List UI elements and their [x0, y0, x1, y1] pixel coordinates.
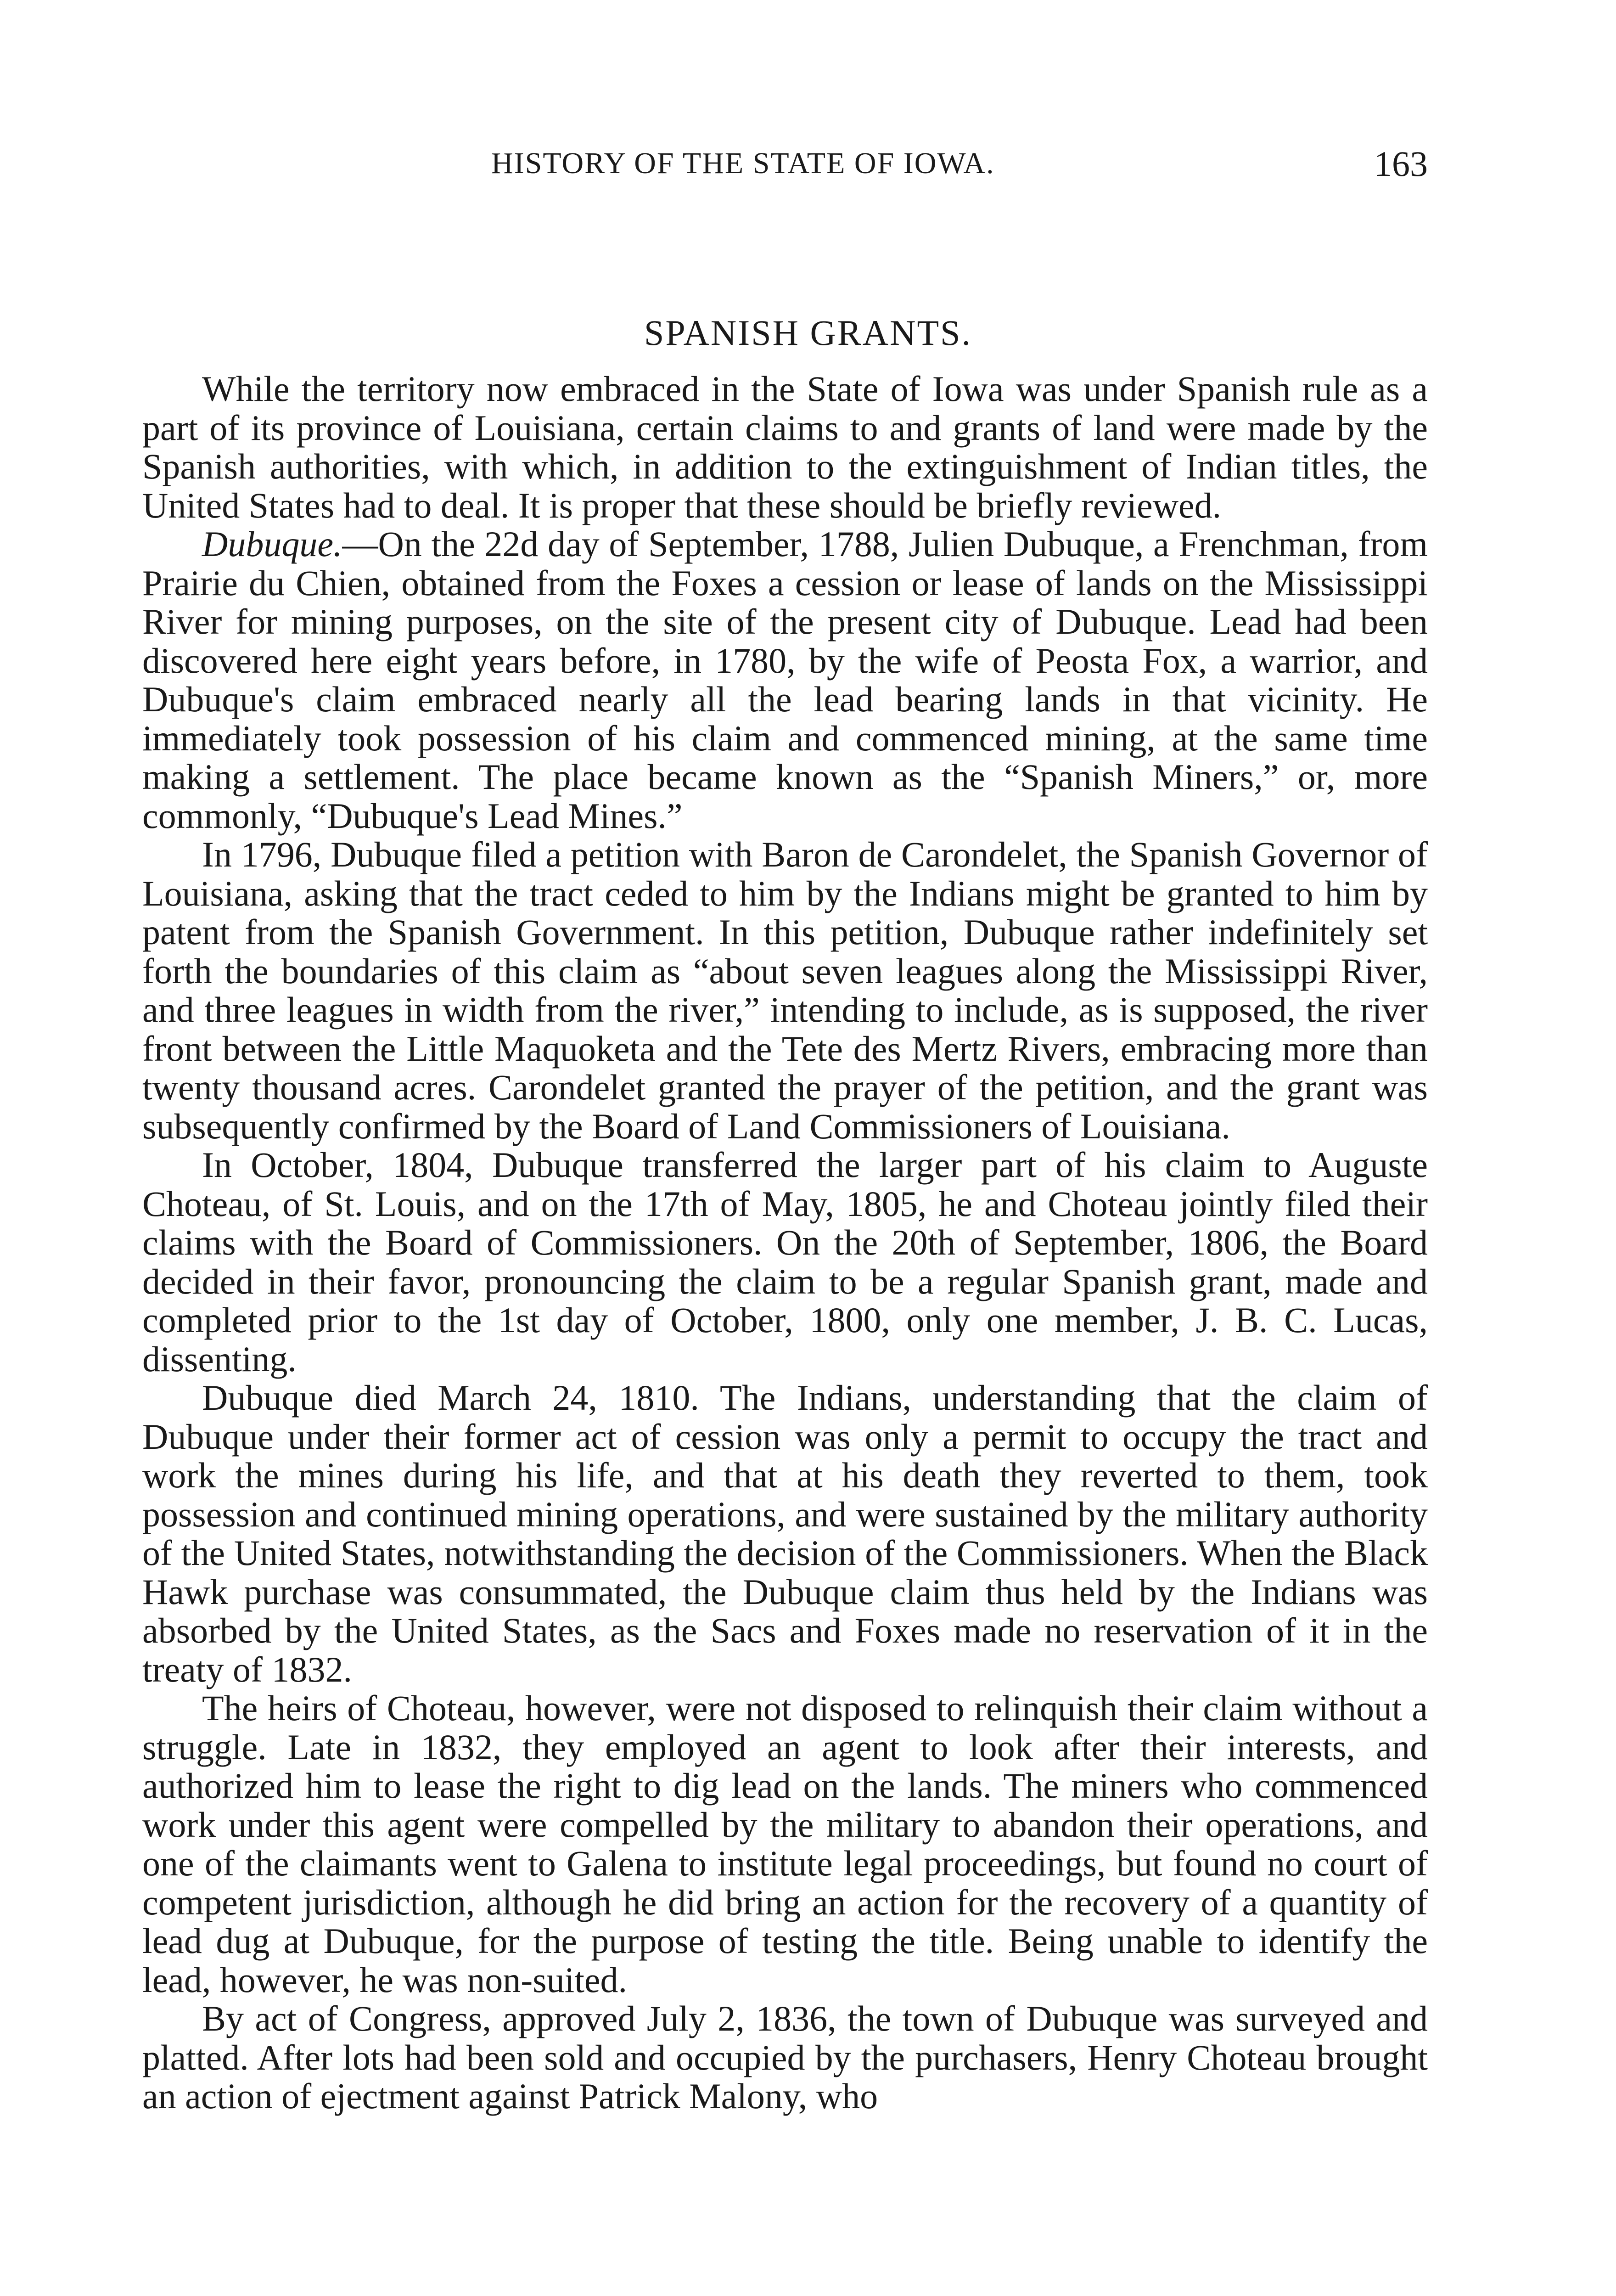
page-number: 163 [1374, 144, 1428, 184]
paragraph-spanish-rule [142, 370, 1428, 525]
paragraph-text: In October, 1804, Dubuque transferred the larger part of his claim to Auguste Choteau, of St. Louis, and on the 17th of May, 1805, he and Choteau jointly filed their claims with the Board of Commissioners. On the 20th of September, 1806, the Board decided in their favor, pronouncing the claim to be a regular Spanish grant, made and completed prior to the 1st day of October, 1800, only one member, J. B. C. Lucas, dissenting. [142, 1145, 1428, 1379]
paragraph-text: By act of Congress, approved July 2, 1836, the town of Dubuque was surveyed and platted. After lots had been sold and occupied by the purchasers, Henry Choteau brought an action of ejectment against Patrick Malony, who [142, 1998, 1428, 2116]
body-text [142, 370, 1428, 2116]
paragraph-dubuque [142, 525, 1428, 835]
paragraph-petition-1796 [142, 835, 1428, 1146]
paragraph-lead-dubuque: Dubuque. [202, 524, 342, 564]
paragraph-dubuque-death [142, 1379, 1428, 1689]
paragraph-text: —On the 22d day of September, 1788, Julien Dubuque, a Frenchman, from Prairie du Chien, obtained from the Foxes a cession or lease of lands on the Mississippi River for mining purposes, on the site of the present city of Dubuque. Lead had been discovered here eight years before, in 1780, by the wife of Peosta Fox, a warrior, and Dubuque's claim embraced nearly all the lead bearing lands in that vicinity. He immediately took possession of his claim and commenced mining, at the same time making a settlement. The place became known as the “Spanish Miners,” or, more commonly, “Dubuque's Lead Mines.” [142, 524, 1428, 836]
paragraph-act-of-congress [142, 1999, 1428, 2116]
paragraph-text: Dubuque died March 24, 1810. The Indians, understanding that the claim of Dubuque under their former act of cession was only a permit to occupy the tract and work the mines during his life, and that at his death they reverted to them, took possession and continued mining operations, and were sustained by the military authority of the United States, notwithstanding the decision of the Commissioners. When the Black Hawk purchase was consummated, the Dubuque claim thus held by the Indians was absorbed by the United States, as the Sacs and Foxes made no reservation of it in the treaty of 1832. [142, 1378, 1428, 1689]
paragraph-october-1804 [142, 1146, 1428, 1379]
running-header [142, 146, 1428, 187]
paragraph-text: The heirs of Choteau, however, were not disposed to relinquish their claim without a struggle. Late in 1832, they employed an agent to look after their interests, and authorized him to lease the right to dig lead on the lands. The miners who commenced work under this agent were compelled by the military to abandon their operations, and one of the claimants went to Galena to institute legal proceedings, but found no court of competent jurisdiction, although he did bring an action for the recovery of a quantity of lead dug at Dubuque, for the purpose of testing the title. Being unable to identify the lead, however, he was non-suited. [142, 1688, 1428, 2000]
running-title: HISTORY OF THE STATE OF IOWA. [491, 146, 995, 180]
section-title: SPANISH GRANTS. [644, 313, 972, 353]
paragraph-text: While the territory now embraced in the State of Iowa was under Spanish rule as a part of its province of Louisiana, certain claims to and grants of land were made by the Spanish authorities, with which, in addition to the extinguishment of Indian titles, the United States had to deal. It is proper that these should be briefly reviewed. [142, 369, 1428, 525]
paragraph-text: In 1796, Dubuque filed a petition with Baron de Carondelet, the Spanish Governor of Louisiana, asking that the tract ceded to him by the Indians might be granted to him by patent from the Spanish Government. In this petition, Dubuque rather indefinitely set forth the boundaries of this claim as “about seven leagues along the Mississippi River, and three leagues in width from the river,” intending to include, as is supposed, the river front between the Little Maquoketa and the Tete des Mertz Rivers, embracing more than twenty thousand acres. Carondelet granted the prayer of the petition, and the grant was subsequently confirmed by the Board of Land Commissioners of Louisiana. [142, 834, 1428, 1146]
paragraph-choteau-heirs [142, 1689, 1428, 1999]
